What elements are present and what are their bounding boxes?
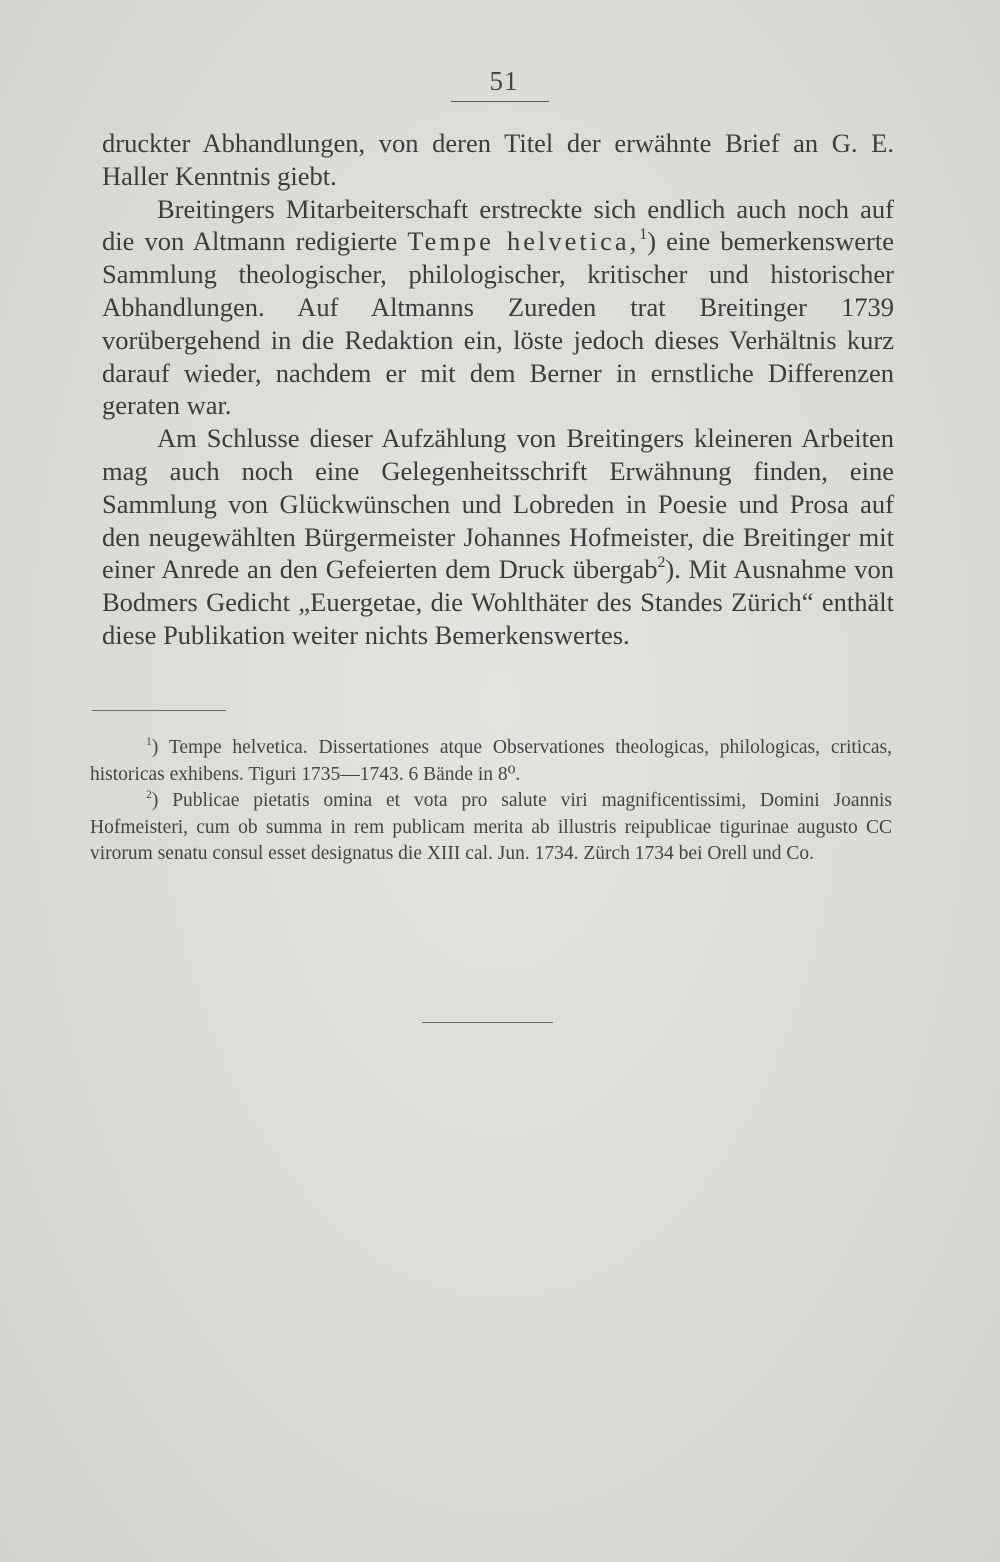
footnote-1-marker: 1 bbox=[146, 734, 152, 748]
paragraph-2-emphasis: Tempe helvetica, bbox=[407, 226, 640, 257]
footnote-2-text: ) Publicae pietatis omina et vota pro salute viri magnificentissimi, Domini Joannis Hofmeisteri, cum ob summa in rem publicam merita ab illustris reipublicae tigurinae augusto CC virorum senatu consul esset designatus die XIII cal. Jun. 1734. Zürch 1734 bei Orell und Co. bbox=[90, 790, 892, 864]
footnote-1-text: ) Tempe helvetica. Dissertationes atque Observationes theologicas, philologicas, criticas, historicas exhibens. Tiguri 1735—1743. 6 Bände in 8⁰. bbox=[90, 737, 892, 785]
end-rule bbox=[422, 1022, 553, 1023]
paragraph-2-text-start: Breitingers Mitarbeiterschaft erstreckte sich endlich auch noch auf die von Altmann redigierte bbox=[102, 193, 894, 257]
footnote-ref-1: 1 bbox=[639, 226, 648, 244]
footnote-separator bbox=[92, 710, 226, 711]
page-number: 51 bbox=[489, 66, 519, 96]
footnote-1 bbox=[90, 735, 892, 788]
footnote-2 bbox=[90, 788, 892, 868]
footnote-ref-2: 2 bbox=[657, 554, 666, 572]
footnotes bbox=[90, 735, 892, 868]
paragraph-1-text: druckter Abhandlungen, von deren Titel der erwähnte Brief an G. E. Haller Kenntnis giebt. bbox=[102, 128, 894, 191]
footnote-2-marker: 2 bbox=[146, 787, 152, 801]
header-rule bbox=[451, 101, 549, 102]
paragraph-2 bbox=[102, 193, 894, 423]
paragraph-2-text-end: ) eine bemerkenswerte Sammlung theologischer, philologischer, kritischer und historischer Abhandlungen. Auf Altmanns Zureden trat Breitinger 1739 vorübergehend in die Redaktion ein, löste jedoch dieses Verhältnis kurz darauf wieder, nachdem er mit dem Berner in ernstliche Differenzen geraten war. bbox=[102, 226, 894, 421]
paragraph-3-text-end: ). Mit Ausnahme von Bodmers Gedicht „Euergetae, die Wohlthäter des Standes Zürich“ enthält diese Publikation weiter nichts Bemerkenswertes. bbox=[102, 554, 894, 650]
paragraph-1 bbox=[102, 127, 894, 193]
paragraph-3-text-start: Am Schlusse dieser Aufzählung von Breitingers kleineren Arbeiten mag auch noch eine Gelegenheitsschrift Erwähnung finden, eine Sammlung von Glückwünschen und Lobreden in Poesie und Prosa auf den neugewählten Bürgermeister Johannes Hofmeister, die Breitinger mit einer Anrede an den Gefeierten dem Druck übergab bbox=[102, 423, 894, 585]
paragraph-3 bbox=[102, 422, 894, 652]
main-text bbox=[102, 127, 894, 652]
